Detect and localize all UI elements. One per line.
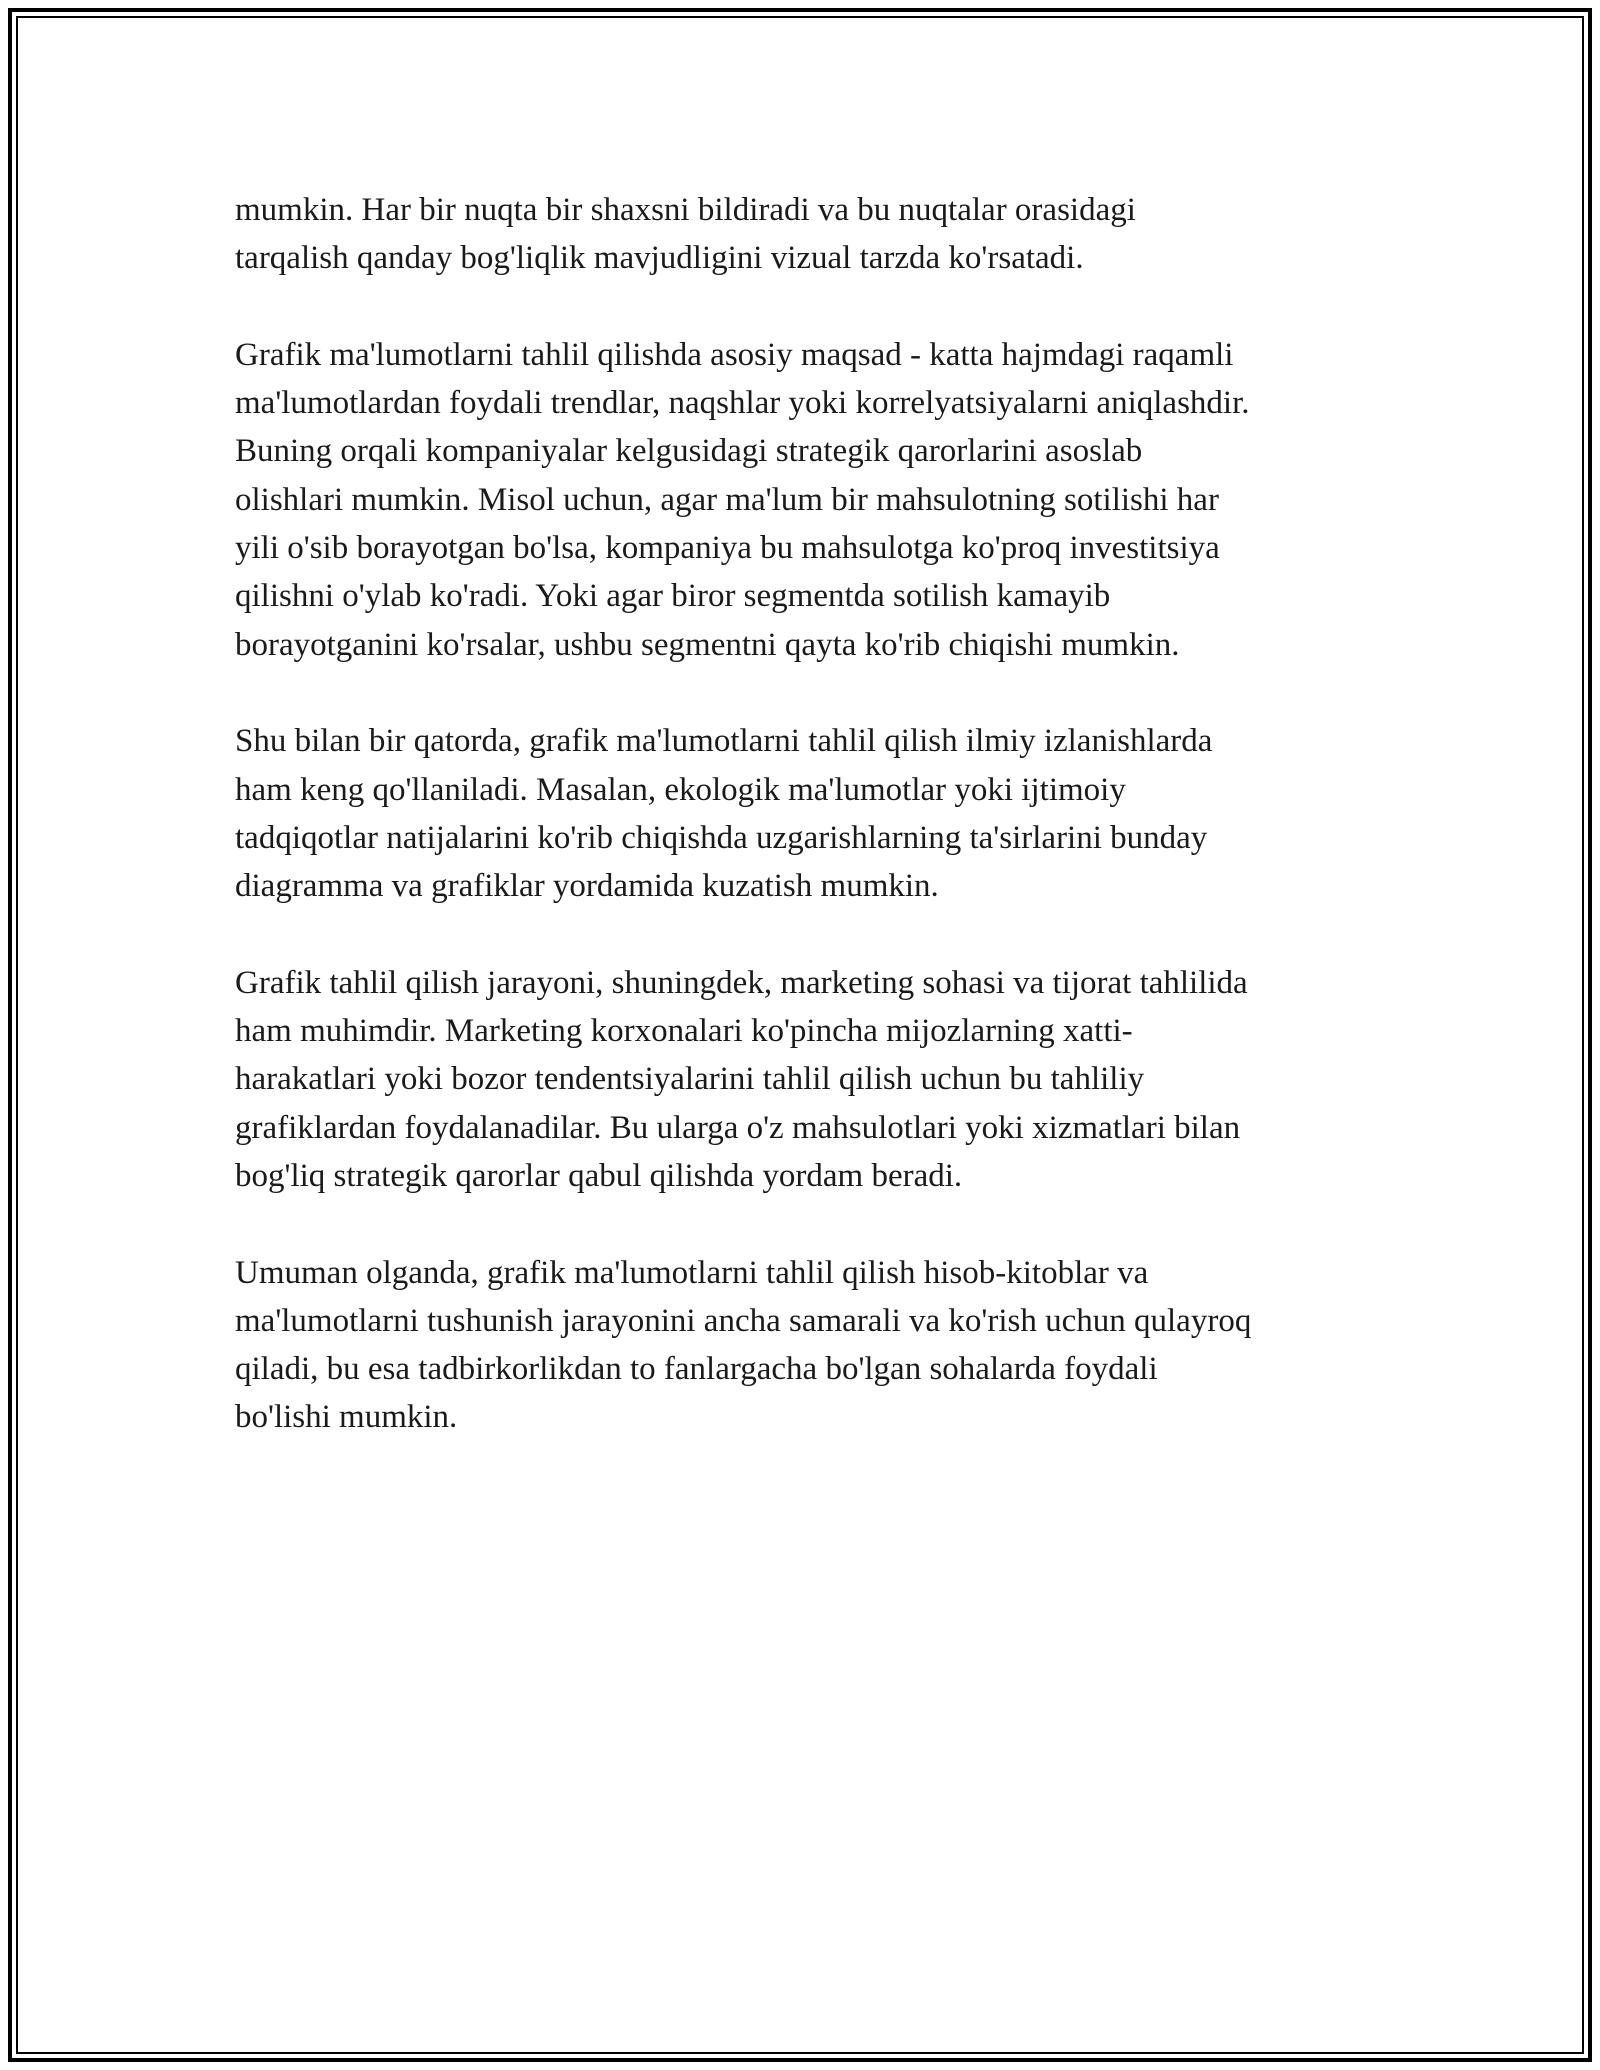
paragraph-2: Grafik ma'lumotlarni tahlil qilishda asosiy maqsad - katta hajmdagi raqamli ma'lumotlardan foydali trendlar, naqshlar yoki korrelyatsiyalarni aniqlashdir. Buning orqali kompaniyalar kelgusidagi strategik qarorlarini asoslab olishlari mumkin. Misol uchun, agar ma'lum bir mahsulotning sotilishi har yili o'sib borayotgan bo'lsa, kompaniya bu mahsulotga ko'proq investitsiya qilishni o'ylab ko'radi. Yoki agar biror segmentda sotilish kamayib borayotganini ko'rsalar, ushbu segmentni qayta ko'rib chiqishi mumkin. [235, 336, 1250, 663]
paragraph-5: Umuman olganda, grafik ma'lumotlarni tahlil qilish hisob-kitoblar va ma'lumotlarni tushunish jarayonini ancha samarali va ko'rish uchun qulayroq qiladi, bu esa tadbirkorlikdan to fanlargacha bo'lgan sohalarda foydali bo'lishi mumkin. [235, 1254, 1252, 1436]
document-body [235, 186, 1375, 1442]
paragraph-3: Shu bilan bir qatorda, grafik ma'lumotlarni tahlil qilish ilmiy izlanishlarda ham keng qo'llaniladi. Masalan, ekologik ma'lumotlar yoki ijtimoiy tadqiqotlar natijalarini ko'rib chiqishda uzgarishlarning ta'sirlarini bunday diagramma va grafiklar yordamida kuzatish mumkin. [235, 723, 1213, 905]
paragraph-4: Grafik tahlil qilish jarayoni, shuningdek, marketing sohasi va tijorat tahlilida ham muhimdir. Marketing korxonalari ko'pincha mijozlarning xatti- harakatlari yoki bozor tendentsiyalarini tahlil qilish uchun bu tahliliy grafiklardan foydalanadilar. Bu ularga o'z mahsulotlari yoki xizmatlari bilan bog'liq strategik qarorlar qabul qilishda yordam beradi. [235, 964, 1248, 1194]
paragraph-1: mumkin. Har bir nuqta bir shaxsni bildiradi va bu nuqtalar orasidagi tarqalish qanday bog'liqlik mavjudligini vizual tarzda ko'rsatadi. [235, 192, 1136, 277]
